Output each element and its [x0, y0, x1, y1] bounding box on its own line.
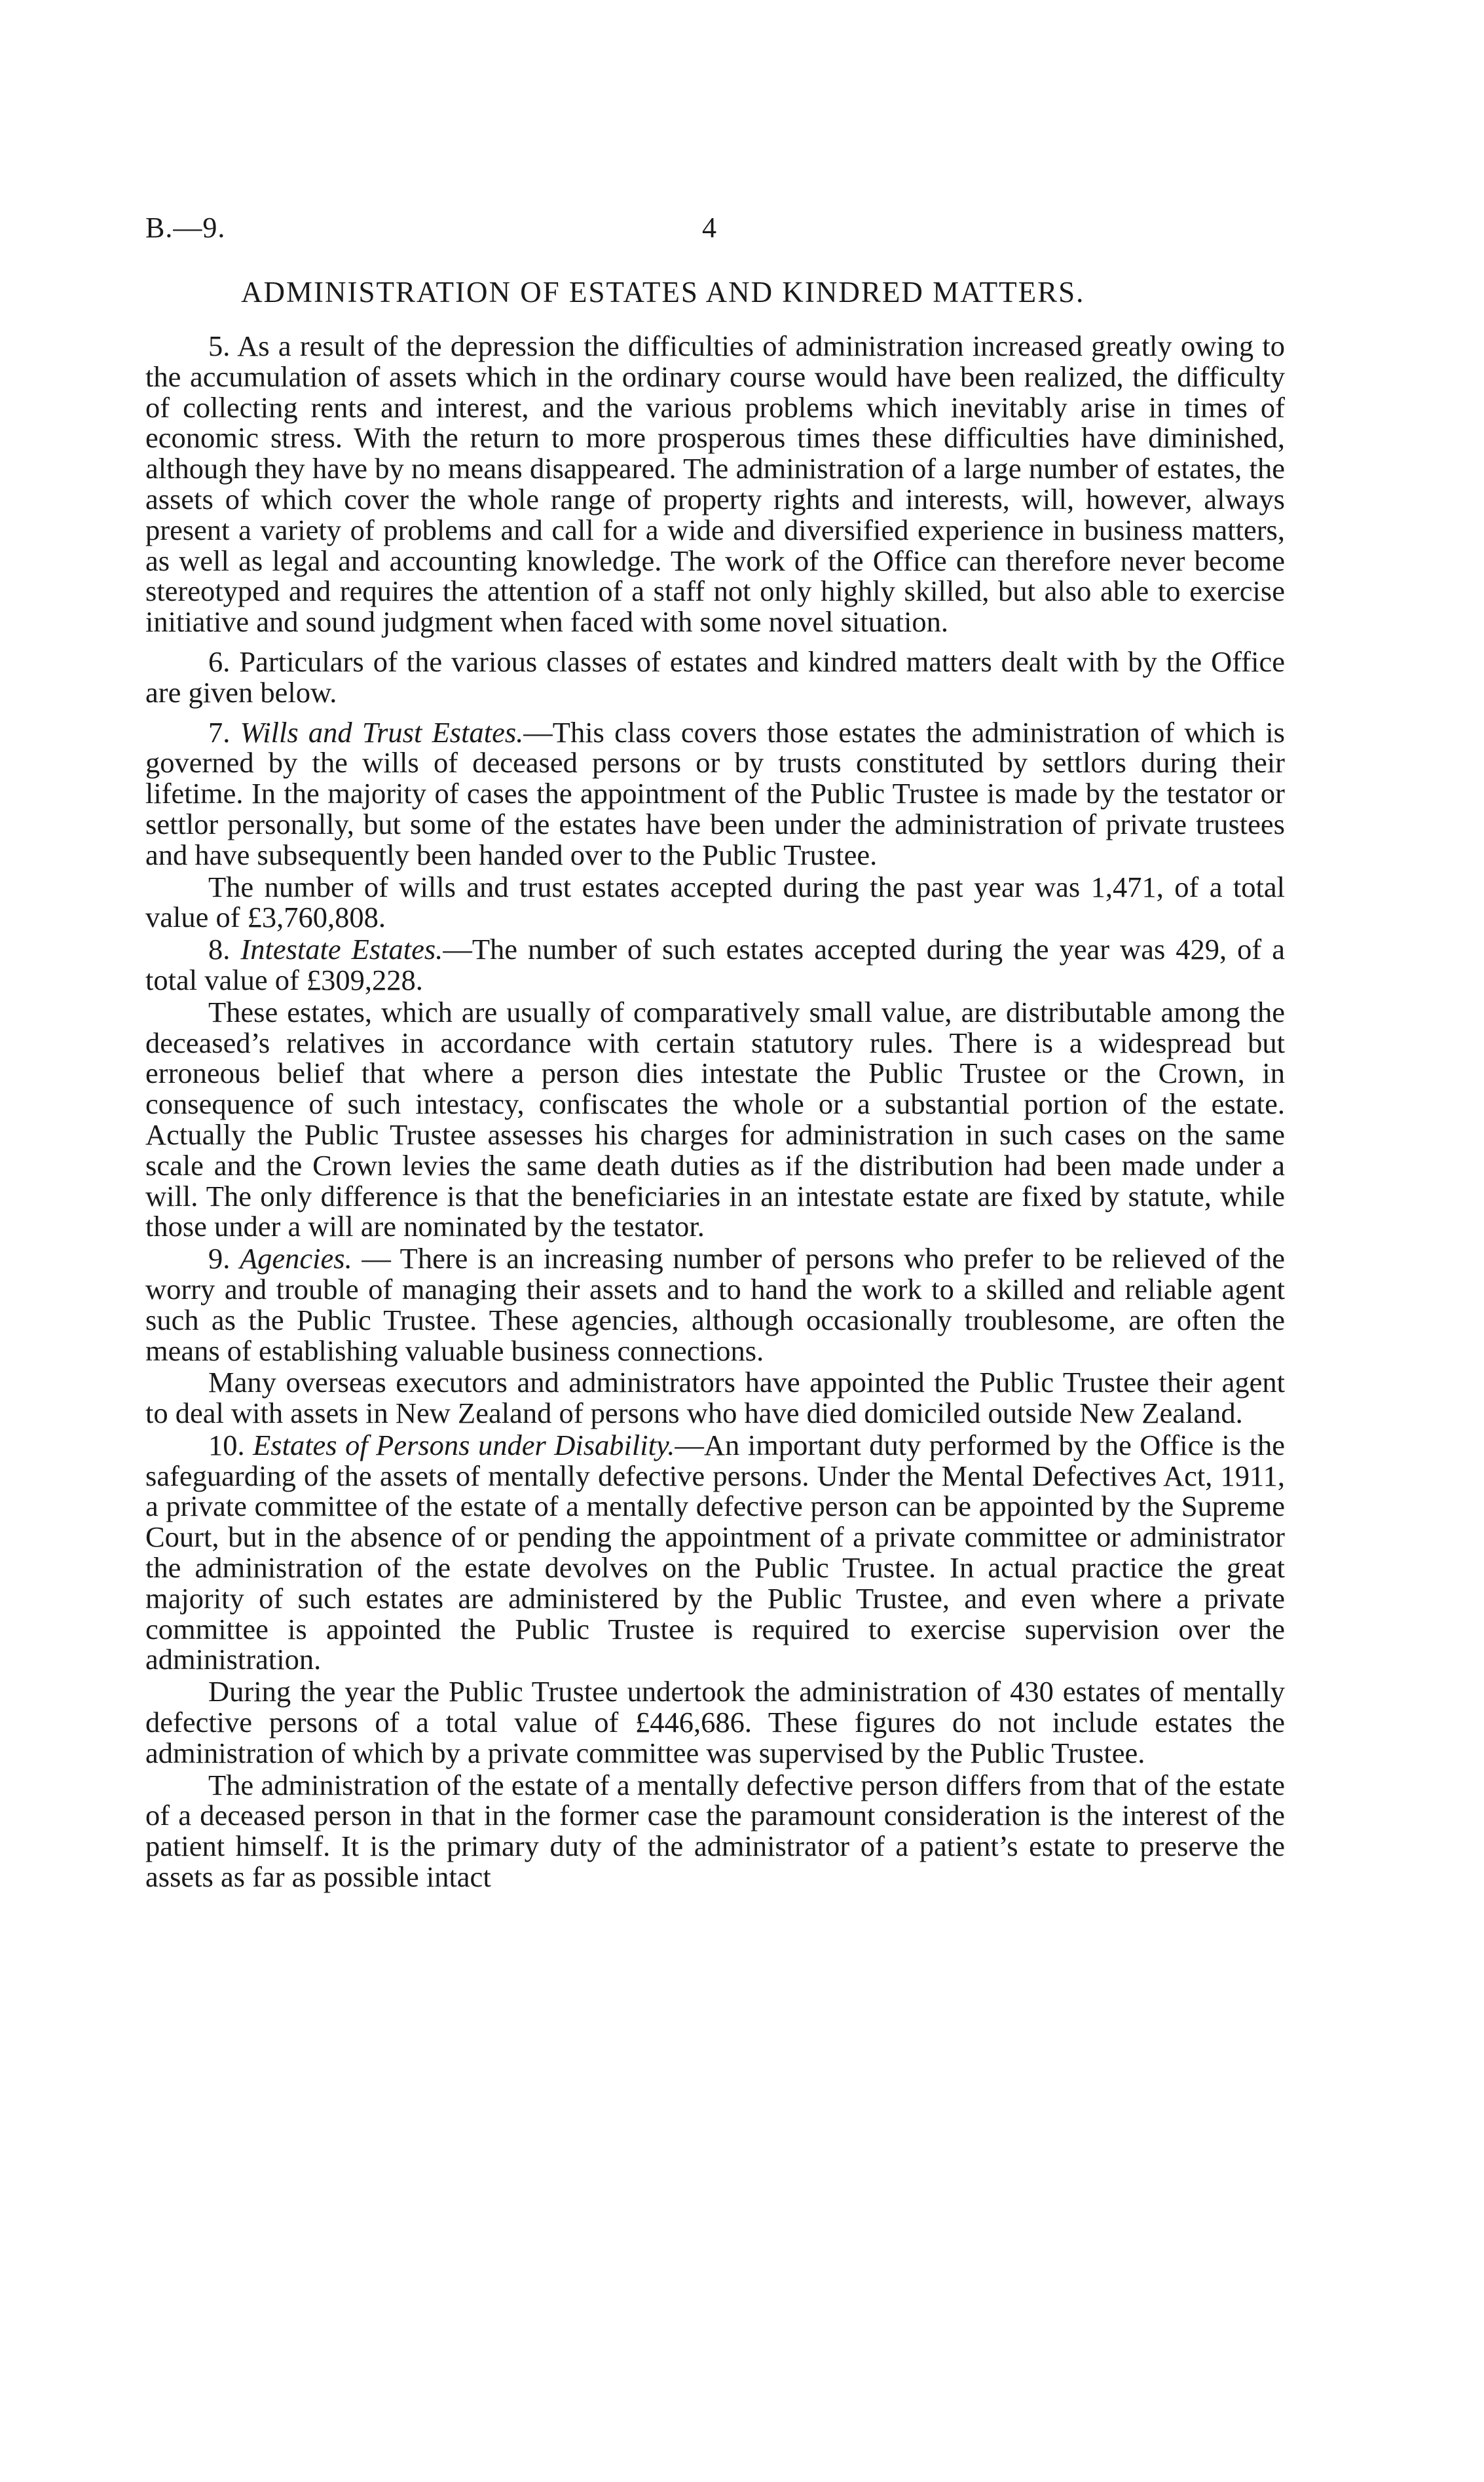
- document-reference: B.—9.: [145, 212, 226, 244]
- paragraph-mentally-defective-count: [145, 1676, 1285, 1768]
- paragraph-text: The administration of the estate of a mentally defective person differs from that of the estate of a deceased person in that in the former case the paramount consideration is the interest of the patient himself. It is the primary duty of the administrator of a patient’s estate to preserve the assets as far as possible intact: [145, 1768, 1285, 1894]
- paragraph-administration-difference: [145, 1770, 1285, 1892]
- paragraph-heading: Intestate Estates.: [240, 933, 443, 966]
- paragraph-text: 5. As a result of the depression the difficulties of administration increased greatly owing to the accumulation of assets which in the ordinary course would have been realized, the difficulty of collecting rents and interest, and the various problems which inevitably arise in times of economic stress. With the return to more prosperous times these difficulties have diminished, although they have by no means disappeared. The administration of a large number of estates, the assets of which cover the whole range of property rights and interests, will, however, always present a variety of problems and call for a wide and diversified experience in business matters, as well as legal and accounting knowledge. The work of the Office can therefore never become stereotyped and requires the attention of a staff not only highly skilled, but also able to exercise initiative and sound judgment when faced with some novel situation.: [145, 329, 1285, 639]
- paragraph-text: 6. Particulars of the various classes of estates and kindred matters dealt with by the Office are given below.: [145, 645, 1285, 709]
- paragraph-text: During the year the Public Trustee undertook the administration of 430 estates of mentally defective persons of a total value of £446,686. These figures do not include estates the administration of which by a private committee was supervised by the Public Trustee.: [145, 1675, 1285, 1769]
- paragraph-text: — There is an increasing number of persons who prefer to be relieved of the worry and trouble of managing their assets and to hand the work to a skilled and reliable agent such as the Public Trustee. These agencies, although occasionally troublesome, are often the means of establishing valuable business connections.: [145, 1242, 1285, 1367]
- body-text: [145, 331, 1285, 1894]
- paragraph-number: 8.: [208, 933, 231, 966]
- paragraph-heading: Wills and Trust Estates.: [240, 715, 524, 749]
- paragraph-intestate-details: [145, 997, 1285, 1242]
- paragraph-text: These estates, which are usually of comparatively small value, are distributable among the deceased’s relatives in accordance with certain statutory rules. There is a widespread but erroneous belief that where a person dies intestate the Public Trustee or the Crown, in consequence of such intestacy, confiscates the whole or a substantial portion of the estate. Actually the Public Trustee assesses his charges for administration in such cases on the same scale and the Crown levies the same death duties as if the distribution had been made under a will. The only difference is that the beneficiaries in an intestate estate are fixed by statute, while those under a will are nominated by the testator.: [145, 995, 1285, 1243]
- paragraph-7-wills-and-trust-estates: [145, 717, 1285, 871]
- paragraph-number: 9.: [208, 1242, 231, 1275]
- page-number: 4: [702, 212, 716, 244]
- paragraph-8-intestate-estates: [145, 934, 1285, 996]
- paragraph-heading: Agencies.: [239, 1242, 352, 1275]
- paragraph-heading: Estates of Persons under Disability.: [253, 1428, 675, 1461]
- paragraph-10-persons-under-disability: [145, 1430, 1285, 1675]
- paragraph-text: Many overseas executors and administrators have appointed the Public Trustee their agent to deal with assets in New Zealand of persons who have died domiciled outside New Zealand.: [145, 1366, 1285, 1430]
- paragraph-5: [145, 331, 1285, 637]
- paragraph-number: 7.: [208, 715, 231, 749]
- paragraph-text: —This class covers those estates the administration of which is governed by the wills of deceased persons or by trusts constituted by settlors during their lifetime. In the majority of cases the appointment of the Public Trustee is made by the testator or settlor personally, but some of the estates have been under the administration of private trustees and have subsequently been handed over to the Public Trustee.: [145, 715, 1285, 871]
- paragraph-overseas-executors: [145, 1367, 1285, 1429]
- paragraph-number: 10.: [208, 1428, 245, 1461]
- paragraph-text: —The number of such estates accepted during the year was 429, of a total value of £309,228.: [145, 933, 1285, 996]
- paragraph-9-agencies: [145, 1243, 1285, 1366]
- paragraph-6: [145, 647, 1285, 708]
- paragraph-text: The number of wills and trust estates accepted during the past year was 1,471, of a total value of £3,760,808.: [145, 870, 1285, 934]
- section-title: ADMINISTRATION OF ESTATES AND KINDRED MATTERS.: [241, 276, 1085, 309]
- paragraph-text: —An important duty performed by the Office is the safeguarding of the assets of mentally defective persons. Under the Mental Defectives Act, 1911, a private committee of the estate of a mentally defective person can be appointed by the Supreme Court, but in the absence of or pending the appointment of a private committee or administrator the administration of the estate devolves on the Public Trustee. In actual practice the great majority of such estates are administered by the Public Trustee, and even where a private committee is appointed the Public Trustee is required to exercise supervision over the administration.: [145, 1428, 1286, 1676]
- paragraph-wills-count: [145, 872, 1285, 933]
